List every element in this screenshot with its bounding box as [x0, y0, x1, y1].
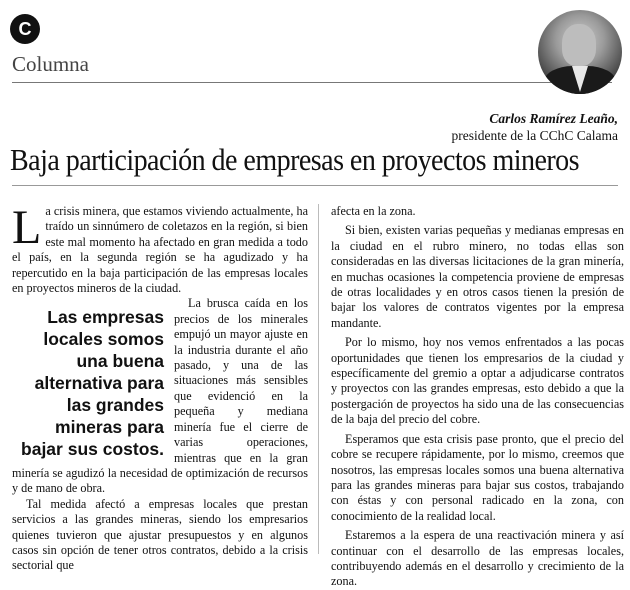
article-paragraph: Si bien, existen varias pequeñas y medianas empresas en la ciudad en el rubro minero, no todas ellas son consideradas en las diversas licitaciones de la gran minería, en muchas ocasiones la competencia proviene de empresas de otras localidades y en otros casos tienen la presión de bajar los valores de contratos vigentes por la empresa mandante.: [331, 223, 624, 330]
article-paragraph: La brusca caída en los precios de los minerales empujó un mayor ajuste en la industria durante el año pasado, y una de las situaciones más sensibles que evidenció en la pequeña y mediana minería fue el cierre de varias operaciones, mientras que en la gran minería se agudizó la necesidad de optimización de recursos y de mano de obra.: [12, 296, 308, 496]
column-divider: [318, 204, 319, 554]
author-name: Carlos Ramírez Leaño,: [489, 111, 618, 126]
section-badge: C: [10, 14, 40, 44]
article-paragraph: Esperamos que esta crisis pase pronto, que el precio del cobre se recupere rápidamente, por lo mismo, creemos que nosotros, las empresas locales somos una buena alternativa para las grandes mineras para bajar sus costos, trabajando con éstas y con personal radicado en la zona, con conocimiento de la realidad local.: [331, 431, 624, 523]
article-paragraph: Por lo mismo, hoy nos vemos enfrentados a las pocas oportunidades que tienen los empresarios de la ciudad y específicamente del gremio a optar a adjudicarse contratos y proyectos con las grandes empresas, esto debido a que la postergación de proyectos ha sido una de las consecuencias de la baja del precio del cobre.: [331, 335, 624, 427]
article-column-left: [12, 201, 308, 574]
author-photo-face: [562, 24, 596, 66]
section-title: Columna: [12, 52, 89, 76]
top-divider: [12, 82, 612, 83]
headline-divider: [12, 185, 618, 186]
article-column-right: [331, 204, 624, 590]
article-paragraph: Tal medida afectó a empresas locales que prestan servicios a las grandes mineras, siendo los empresarios quienes tuvieron que ajustar presupuestos y en algunos casos sin opción de tener otros contratos, debido a la crisis sectorial que: [12, 496, 308, 573]
author-photo: [538, 10, 622, 94]
article-paragraph-continued: afecta en la zona.: [331, 204, 416, 218]
article-paragraph: [12, 201, 308, 296]
author-role: presidente de la CChC Calama: [451, 128, 618, 143]
article-headline: Baja participación de empresas en proyectos mineros: [10, 142, 580, 177]
drop-cap: L: [12, 201, 42, 254]
article-paragraph: Estaremos a la espera de una reactivación minera y así continuar con el desarrollo de las empresas locales, contribuyendo además en el desarrollo y crecimiento de la zona.: [331, 528, 624, 589]
author-byline: [452, 110, 618, 144]
pull-quote: Las empresas locales somos una buena alternativa para las grandes mineras para bajar sus costos.: [21, 307, 164, 460]
paragraph-text: a crisis minera, que estamos viviendo actualmente, ha traído un sinnúmero de coletazos en la región, si bien este mal momento ha afectado en gran medida a todo el país, en la segunda región se ha agudizado y ha repercutido en la baja participación de las empresas locales en proyectos mineros de la ciudad.: [12, 204, 308, 296]
